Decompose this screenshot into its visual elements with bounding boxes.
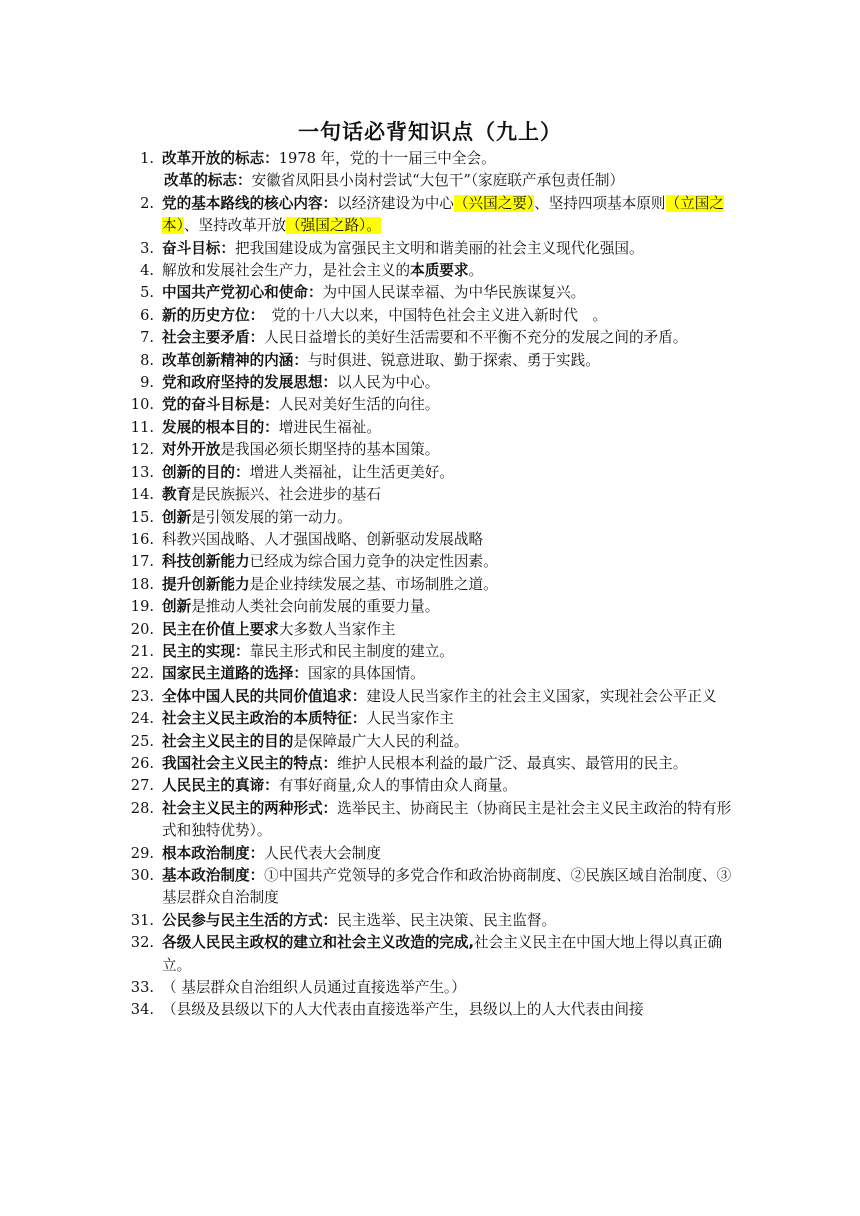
highlighted-text: （强国之路）。 bbox=[286, 217, 381, 235]
item-text: 社会主义民主在中国大地上得以真正确立。 bbox=[162, 934, 723, 974]
item-number: 22. bbox=[130, 665, 154, 683]
key-term: 党和政府坚持的发展思想： bbox=[162, 374, 338, 392]
item-text: （县级及县级以下的人大代表由直接选举产生，县级以上的人大代表由间接 bbox=[162, 1001, 644, 1019]
item-number: 25. bbox=[130, 732, 154, 750]
item-number: 2. bbox=[140, 194, 154, 212]
list-item bbox=[124, 932, 736, 977]
item-text: 党的十八大以来，中国特色社会主义进入新时代 。 bbox=[256, 306, 608, 324]
item-number: 23. bbox=[130, 687, 154, 705]
item-text: 人民日益增长的美好生活需要和不平衡不充分的发展之间的矛盾。 bbox=[264, 329, 688, 347]
list-item bbox=[124, 305, 736, 327]
item-number: 32. bbox=[130, 934, 154, 952]
list-item bbox=[124, 462, 736, 484]
document-title: 一句话必背知识点（九上） bbox=[298, 120, 562, 144]
list-item bbox=[124, 798, 736, 843]
item-number: 20. bbox=[130, 620, 154, 638]
item-text: 把我国建设成为富强民主文明和谐美丽的社会主义现代化强国。 bbox=[234, 239, 644, 257]
item-number: 16. bbox=[130, 530, 154, 548]
list-item bbox=[124, 282, 736, 304]
list-item bbox=[124, 484, 736, 506]
list-item bbox=[124, 619, 736, 641]
item-text: 。 bbox=[468, 262, 484, 280]
list-item bbox=[124, 238, 736, 260]
key-term: 全体中国人民的共同价值追求： bbox=[162, 687, 367, 705]
item-number: 34. bbox=[130, 1001, 154, 1019]
list-item bbox=[124, 350, 736, 372]
item-text: 是保障最广大人民的利益。 bbox=[293, 732, 469, 750]
list-item bbox=[124, 865, 736, 910]
highlighted-text: （兴国之要） bbox=[453, 194, 535, 212]
key-term: 人民民主的真谛： bbox=[162, 777, 279, 795]
key-term: 创新 bbox=[162, 508, 192, 526]
item-number: 26. bbox=[130, 754, 154, 772]
item-text: 以经济建设为中心 bbox=[337, 194, 454, 212]
item-text: 为中国人民谋幸福、为中华民族谋复兴。 bbox=[322, 284, 586, 302]
item-text: 国家的具体国情。 bbox=[307, 665, 425, 683]
list-item bbox=[124, 260, 736, 282]
list-item bbox=[124, 641, 736, 663]
key-term: 创新的目的： bbox=[162, 463, 250, 481]
item-number: 5. bbox=[140, 284, 154, 302]
item-number: 10. bbox=[130, 396, 154, 414]
key-term: 党的奋斗目标是： bbox=[162, 396, 279, 414]
item-number: 33. bbox=[130, 979, 154, 997]
key-term: 基本政治制度： bbox=[162, 867, 265, 884]
item-text: 有事好商量,众人的事情由众人商量。 bbox=[278, 777, 517, 795]
item-text: 人民代表大会制度 bbox=[264, 844, 381, 862]
item-text: 人民当家作主 bbox=[366, 710, 454, 728]
item-text: 已经成为综合国力竞争的决定性因素。 bbox=[249, 553, 498, 571]
key-term: 社会主义民主政治的本质特征： bbox=[162, 710, 367, 728]
item-text: ①中国共产党领导的多党合作和政治协商制度、②民族区域自治制度、③基层群众自治制度 bbox=[162, 867, 732, 907]
list-item bbox=[124, 417, 736, 439]
list-item bbox=[124, 507, 736, 529]
key-term: 公民参与民主生活的方式： bbox=[162, 911, 338, 929]
item-number: 6. bbox=[140, 306, 154, 324]
key-term: 教育 bbox=[162, 486, 192, 504]
item-number: 1. bbox=[140, 150, 154, 167]
list-subitem bbox=[124, 170, 736, 192]
item-text: 科教兴国战略、人才强国战略、创新驱动发展战略 bbox=[162, 530, 484, 548]
item-text: 是我国必须长期坚持的基本国策。 bbox=[220, 441, 440, 459]
item-number: 7. bbox=[140, 329, 154, 347]
key-term: 根本政治制度： bbox=[162, 844, 265, 862]
list-item bbox=[124, 977, 736, 999]
list-item bbox=[124, 663, 736, 685]
item-text: 建设人民当家作主的社会主义国家，实现社会公平正义 bbox=[366, 687, 717, 705]
list-item bbox=[124, 574, 736, 596]
item-text: 是企业持续发展之基、市场制胜之道。 bbox=[249, 575, 498, 593]
item-number: 29. bbox=[130, 844, 154, 862]
key-term: 党的基本路线的核心内容： bbox=[162, 194, 338, 212]
key-term: 社会主要矛盾： bbox=[162, 329, 265, 347]
key-term: 各级人民民主政权的建立和社会主义改造的完成, bbox=[162, 934, 475, 952]
key-term: 我国社会主义民主的特点： bbox=[162, 754, 338, 772]
item-number: 9. bbox=[140, 374, 154, 392]
list-item bbox=[124, 596, 736, 618]
item-number: 11. bbox=[130, 418, 154, 436]
list-item bbox=[124, 529, 736, 551]
key-term: 科技创新能力 bbox=[162, 553, 250, 571]
key-term: 创新 bbox=[162, 598, 192, 616]
item-number: 12. bbox=[130, 441, 154, 459]
key-term: 奋斗目标： bbox=[162, 239, 235, 257]
key-term: 民主的实现： bbox=[162, 642, 250, 660]
item-text: 增进民生福祉。 bbox=[278, 418, 381, 436]
item-number: 19. bbox=[130, 598, 154, 616]
item-number: 28. bbox=[130, 799, 154, 817]
list-item bbox=[124, 394, 736, 416]
item-text: 解放和发展社会生产力，是社会主义的 bbox=[162, 262, 411, 280]
key-term: 中国共产党初心和使命： bbox=[162, 284, 323, 302]
list-item bbox=[124, 148, 736, 170]
item-number: 8. bbox=[140, 351, 154, 369]
item-text: 大多数人当家作主 bbox=[278, 620, 396, 638]
item-text: 是推动人类社会向前发展的重要力量。 bbox=[191, 598, 440, 616]
item-number: 18. bbox=[130, 575, 154, 593]
item-number: 31. bbox=[130, 911, 154, 929]
key-term: 改革开放的标志： bbox=[162, 150, 279, 167]
list-item bbox=[124, 193, 736, 238]
key-term: 提升创新能力 bbox=[162, 575, 250, 593]
item-text: （ 基层群众自治组织人员通过直接选举产生。） bbox=[162, 979, 466, 997]
list-item bbox=[124, 439, 736, 461]
item-text: 民主选举、民主决策、民主监督。 bbox=[337, 911, 557, 929]
item-text: 1978 年，党的十一届三中全会。 bbox=[278, 150, 496, 167]
item-text: 靠民主形式和民主制度的建立。 bbox=[249, 642, 454, 660]
key-term: 民主在价值上要求 bbox=[162, 620, 279, 638]
key-term: 改革的标志： bbox=[164, 172, 252, 190]
item-number: 13. bbox=[130, 463, 154, 481]
list-item bbox=[124, 999, 736, 1021]
list-item bbox=[124, 775, 736, 797]
item-number: 30. bbox=[130, 867, 154, 884]
item-number: 17. bbox=[130, 553, 154, 571]
key-term: 本质要求 bbox=[410, 262, 469, 280]
item-text: 、坚持改革开放 bbox=[183, 217, 287, 235]
list-item bbox=[124, 843, 736, 865]
item-text: 、坚持四项基本原则 bbox=[534, 194, 666, 212]
item-text: 维护人民根本利益的最广泛、最真实、最管用的民主。 bbox=[337, 754, 688, 772]
list-item bbox=[124, 551, 736, 573]
item-text: 增进人类福祉，让生活更美好。 bbox=[249, 463, 454, 481]
list-item bbox=[124, 372, 736, 394]
item-text: 是引领发展的第一动力。 bbox=[191, 508, 352, 526]
list-item bbox=[124, 731, 736, 753]
key-term: 改革创新精神的内涵： bbox=[162, 351, 308, 369]
key-term: 对外开放 bbox=[162, 441, 221, 459]
key-term: 国家民主道路的选择： bbox=[162, 665, 308, 683]
list-item bbox=[124, 910, 736, 932]
list-item bbox=[124, 753, 736, 775]
item-text: 安徽省凤阳县小岗村尝试“大包干”（家庭联产承包责任制） bbox=[251, 172, 625, 190]
list-item bbox=[124, 708, 736, 730]
item-text: 人民对美好生活的向往。 bbox=[278, 396, 440, 414]
key-term: 发展的根本目的： bbox=[162, 418, 279, 436]
item-text: 以人民为中心。 bbox=[337, 374, 440, 392]
key-term: 社会主义民主的两种形式： bbox=[162, 799, 338, 817]
item-text: 与时俱进、锐意进取、勤于探索、勇于实践。 bbox=[307, 351, 600, 369]
list-item bbox=[124, 327, 736, 349]
item-number: 27. bbox=[130, 777, 154, 795]
key-term: 新的历史方位： bbox=[162, 306, 257, 324]
item-number: 21. bbox=[130, 642, 154, 660]
highlighted-text: （立国之本） bbox=[162, 194, 724, 235]
item-number: 4. bbox=[140, 262, 154, 280]
item-number: 14. bbox=[130, 486, 154, 504]
item-text: 是民族振兴、社会进步的基石 bbox=[191, 486, 381, 504]
item-number: 15. bbox=[130, 508, 154, 526]
key-term: 社会主义民主的目的 bbox=[162, 732, 294, 750]
list-item bbox=[124, 686, 736, 708]
item-number: 24. bbox=[130, 710, 154, 728]
item-number: 3. bbox=[140, 239, 154, 257]
item-text: 选举民主、协商民主（协商民主是社会主义民主政治的特有形式和独特优势）。 bbox=[162, 799, 732, 840]
knowledge-point-list bbox=[124, 148, 736, 1022]
